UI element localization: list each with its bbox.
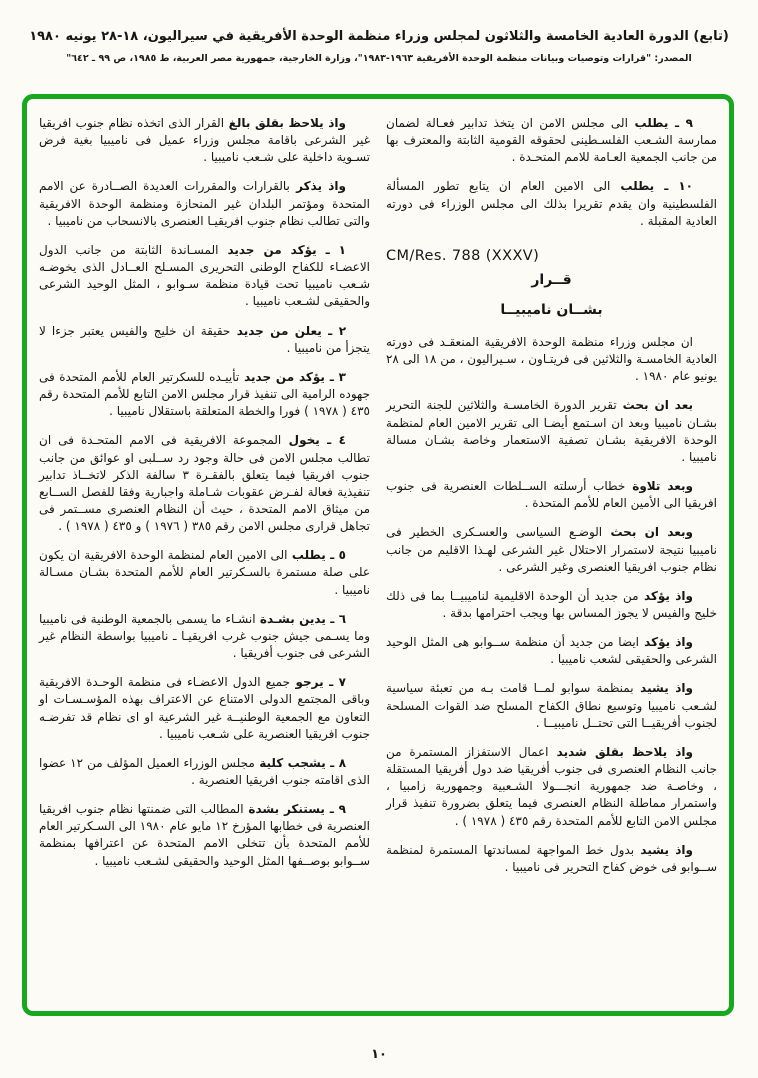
paragraph: واذ يؤكد ايضا من جديد أن منظمة ســوابو هى المثل الوحيد الشرعى والحقيقى لشعب ناميبيا . — [386, 635, 717, 667]
paragraph: ١ ـ يؤكد من جديد المسـاندة الثابتة من جانب الدول الاعضـاء للكفاح الوطنى التحريرى المسـلح العــادل الذى يخوضـه شـعب ناميبيا تحت قيادة منظمة سـوابو ، المثل الوحيد الشرعى والحقيقى لشـعب ناميبيا . — [39, 242, 370, 309]
paragraph-lead: وبعد ان بحث — [602, 525, 693, 540]
session-header-title: (تابع) الدورة العادية الخامسة والثلاثون لمجلس وزراء منظمة الوحدة الأفريقية في سيراليون، ١٨-٢٨ يونيه ١٩٨٠ — [29, 29, 729, 44]
paragraph: ٣ ـ يؤكد من جديد تأييـده للسكرتير العام للأمم المتحدة فى جهوده الرامية الى تنفيذ قرار مجلس الامن التابع للأمم المتحدة رقم ٤٣٥ ( ١٩٧٨ ) فورا والخطة المتعلقة باستقلال ناميبيا . — [39, 369, 370, 419]
paragraph: ٧ ـ يرجو جميع الدول الاعضـاء فى منظمة الوحـدة الافريقية وباقى المجتمع الدولى الامتناع عن الاعتراف بهذه المؤسـسـات او التعاون مع الجمعية الوطنيــة غير الشرعية او اى نظام قد تفرضـه جنوب افريقيا العنصرية على شـعب ناميبيا . — [39, 675, 370, 741]
paragraph: ٦ ـ يدين بشـدة انشـاء ما يسمى بالجمعية الوطنية فى ناميبيا وما يسـمى جيش جنوب غرب افريقيـا ـ ناميبيا بواسطة النظام غير الشرعى فى جنوب أفريقيا . — [39, 611, 370, 661]
paragraph: واذ يشيد بدول خط المواجهة لمساندتها المستمرة لمنظمة ســوابو فى خوض كفاح التحرير فى ناميبيا . — [386, 842, 717, 874]
paragraph: ٥ ـ يطلب الى الامين العام لمنظمة الوحدة الافريقية ان يكون على صلة مستمرة بالسـكرتير العام للأمم المتحدة بشـان مسـالة ناميبيا . — [39, 548, 370, 597]
page-number: ١٠ — [371, 1047, 387, 1062]
paragraph: واذ يذكر بالقرارات والمقررات العديدة الصــادرة عن الامم المتحدة ومؤتمر البلدان غير المنحازة ومنظمة الوحدة الافريقية والتى تطالب نظام جنوب افريقيـا العنصرى بالانسحاب من ناميبيا . — [39, 179, 370, 228]
paragraph-lead: ١ ـ يؤكد من جديد — [218, 242, 346, 257]
paragraph: وبعد تلاوة خطاب أرسلته الســلطات العنصرية فى جنوب افريقيا الى الأمين العام للأمم المتحدة . — [386, 479, 717, 511]
paragraph-lead: ٥ ـ يطلب — [287, 548, 346, 563]
paragraph-lead: ٢ ـ يعلن من جديد — [230, 323, 347, 338]
paragraph-lead: واذ يشيد — [633, 681, 693, 696]
page-header — [20, 28, 738, 64]
paragraph-lead: واذ يشيد — [634, 842, 693, 857]
paragraph-lead: بعد ان بحث — [616, 398, 693, 413]
paragraph-lead: واذ يذكر — [289, 179, 347, 194]
paragraph: ٩ ـ يطلب الى مجلس الامن ان يتخذ تدابير فعـالة لضمان ممارسة الشـعب الفلسـطينى لحقوقه القومية الثابتة والمعترف بها من جانب الجمعية العـامة للامم المتحـدة . — [386, 116, 717, 165]
source-citation: المصدر: "قرارات وتوصيات وبيانات منظمة الوحدة الأفريقية ١٩٦٣-١٩٨٣"، وزارة الخارجية، جمهورية مصر العربية، ط ١٩٨٥، ص ٩٩ ـ ٦٤٢" — [66, 52, 692, 64]
paragraph-lead: واذ يلاحظ بقلق بالغ — [224, 116, 346, 130]
paragraph: واذ يلاحظ بقلق شديد اعمال الاستفزاز المستمرة من جانب النظام العنصرى فى جنوب أفريقيا ضد دول أفريقيا المستقلة ، وخاصـة ضد جمهورية انجـــولا الشـعبية وجمهورية زامبيا ، واستمرار مماطلة النظام العنصرى فيما يتعلق بضرورة تنفيذ قرار مجلس الامن التابع للأمم المتحدة رقم ٤٣٥ ( ١٩٧٨ ) . — [386, 744, 717, 828]
paragraph-lead: ٦ ـ يدين بشـدة — [255, 611, 347, 626]
paragraph: ٢ ـ يعلن من جديد حقيقة ان خليج والفيس يعتبر جزءا لا يتجزأ من ناميبيا . — [39, 323, 370, 355]
paragraph: ١٠ ـ يطلب الى الامين العام ان يتابع تطور المسألة الفلسطينية وان يقدم تقريرا بذلك الى مجلس الوزراء فى دورته العادية المقبلة . — [386, 179, 717, 228]
paragraph-lead: ٧ ـ يرجو — [290, 675, 346, 690]
paragraph-lead: ١٠ ـ يطلب — [610, 179, 693, 194]
paragraph-lead: واذ يلاحظ بقلق شديد — [548, 744, 693, 759]
two-column-layout — [39, 115, 717, 1001]
page-frame — [22, 94, 734, 1016]
paragraph: ان مجلس وزراء منظمة الوحدة الافريقية المنعقـد فى دورته العادية الخامسـة والثلاثين فى فريتـاون ، سـيراليون ، من ١٨ الى ٢٨ يونيو عام ١٩٨٠ . — [385, 334, 717, 384]
resolution-title: قــرار — [531, 271, 572, 288]
paragraph: وبعد ان بحث الوضـع السياسى والعسـكرى الخطير فى ناميبيا نتيجة لاستمرار الاحتلال غير الشرعى لهـذا الاقليم من جانب نظام جنوب افريقيا العنصرى وغير الشرعى . — [386, 525, 717, 574]
left-column — [39, 115, 370, 1001]
paragraph: بعد ان بحث تقرير الدورة الخامسـة والثلاثين للجنة التحرير بشـان ناميبيا وبعد ان اسـتمع أيضـا الى تقرير الامين العام لمنظمة الوحدة الافريقية بشـان تصفية الاستعمار وخاصة بشـان مسالة ناميبيا . — [386, 398, 717, 464]
paragraph-lead: واذ يؤكد — [638, 588, 693, 603]
paragraph-lead: ٨ ـ يشجب كلية — [254, 755, 347, 770]
paragraph-lead: ٤ ـ يخول — [281, 433, 346, 448]
paragraph: واذ يشيد بمنظمة سوابو لمــا قامت بـه من تعبئة سياسية لشـعب ناميبيا وتوسيع نطاق الكفاح المسلح ضد القوات المسلحة لجنوب أفريقيــا التى تحتــل ناميبيــا . — [386, 681, 717, 730]
right-column — [386, 115, 717, 1001]
paragraph-lead: ٩ ـ يستنكر بشدة — [243, 802, 346, 817]
paragraph-lead: ٩ ـ يطلب — [627, 116, 693, 130]
paragraph: واذ يلاحظ بقلق بالغ القرار الذى اتخذه نظام جنوب افريقيا غير الشرعى باقامة مجلس وزراء عميل فى ناميبيا بغية فرض تسـوية داخلية على شـعب ناميبيا . — [39, 116, 370, 165]
paragraph-lead: ٣ ـ يؤكد من جديد — [239, 369, 346, 384]
resolution-reference: CM/Res. 788 (XXXV) — [386, 247, 540, 264]
paragraph: ٨ ـ يشجب كلية مجلس الوزراء العميل المؤلف من ١٢ عضوا الذى اقامته جنوب افريقيا العنصرية . — [39, 755, 370, 787]
resolution-subject: بشــان ناميبيــا — [500, 301, 603, 318]
paragraph-lead: واذ يؤكد — [639, 635, 694, 650]
paragraph: ٩ ـ يستنكر بشدة المطالب التى ضمنتها نظام جنوب افريقيا العنصرية فى خطابها المؤرخ ١٢ مايو عام ١٩٨٠ الى السـكرتير العام للأمم المتحدة بأن تتخلى الامم المتحدة عن اعترافها بمنظمة ســوابو بوصــفها المثل الوحيد والحقيقى لشـعب ناميبيا . — [39, 802, 371, 868]
paragraph: ٤ ـ يخول المجموعة الافريقية فى الامم المتحـدة فى ان تطالب مجلس الامن فى حالة وجود رد ســلبى او عوائق من جانب جنوب افريقيا فيما يتعلق بالفقـرة ٣ سالفة الذكر لاتخــاذ تدابير تنفيذية فعالة لفـرض عقوبات شـاملة واجبارية وفقا للفصل الســابع من ميثاق الامم المتحدة ، حيث أن النظام العنصرى مســتمر فى تجاهل قرارى مجلس الامن رقم ٣٨٥ ( ١٩٧٦ ) و ٤٣٥ ( ١٩٧٨ ) . — [39, 433, 370, 534]
paragraph-lead: وبعد تلاوة — [625, 479, 694, 494]
paragraph: واذ يؤكد من جديد أن الوحدة الاقليمية لناميبيــا بما فى ذلك خليج والفيس لا يجوز المساس بها ويجب احترامها بدقة . — [386, 588, 717, 620]
